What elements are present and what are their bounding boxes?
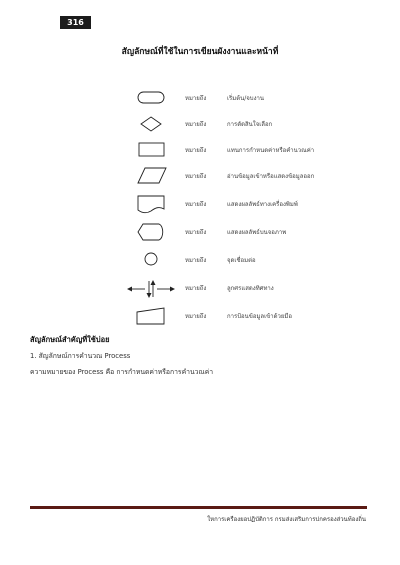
symbol-meaning-label: หมายถึง [185, 285, 207, 292]
page-title: สัญลักษณ์ที่ใช้ในการเขียนผังงานและหน้าที่ [121, 47, 279, 57]
symbol-description: แสดงผลลัพธ์ทางเครื่องพิมพ์ [227, 201, 298, 208]
symbol-row-flow-arrows [0, 278, 400, 298]
page-number: 316 [60, 16, 91, 29]
body-text: ความหมายของ Process คือ การกำหนดค่าหรือการคำนวณค่า [30, 368, 214, 376]
display-icon [120, 222, 180, 242]
symbol-meaning-label: หมายถึง [185, 229, 207, 236]
input-output-icon [120, 166, 180, 186]
symbol-meaning-label: หมายถึง [185, 147, 207, 154]
symbol-row-connector [0, 250, 400, 270]
symbol-description: การป้อนข้อมูลเข้าด้วยมือ [227, 313, 292, 320]
symbol-description: แทนการกำหนดค่าหรือคำนวณค่า [227, 147, 315, 154]
footer-text: ใหการเครืองยอปฏิบัติการ กรมส่งเสริมการปกครองส่วนท้องถิ่น [207, 516, 366, 523]
symbol-row-decision [0, 114, 400, 134]
manual-input-icon [120, 306, 180, 326]
document-icon [120, 194, 180, 214]
section-heading: สัญลักษณ์สำคัญที่ใช้บ่อย [30, 335, 110, 344]
symbol-description: เริ่มต้น/จบงาน [227, 95, 264, 102]
symbol-row-display [0, 222, 400, 242]
footer-rule [30, 506, 367, 509]
symbol-meaning-label: หมายถึง [185, 95, 207, 102]
symbol-meaning-label: หมายถึง [185, 201, 207, 208]
connector-icon [120, 250, 180, 270]
flow-arrows-icon [120, 278, 180, 298]
list-item: 1. สัญลักษณ์การคำนวณ Process [30, 352, 131, 360]
symbol-meaning-label: หมายถึง [185, 121, 207, 128]
symbol-description: การตัดสินใจเลือก [227, 121, 273, 128]
symbol-meaning-label: หมายถึง [185, 173, 207, 180]
decision-icon [120, 114, 180, 134]
symbol-description: แสดงผลลัพธ์บนจอภาพ [227, 229, 287, 236]
symbol-row-manual-input [0, 306, 400, 326]
symbol-meaning-label: หมายถึง [185, 313, 207, 320]
symbol-row-input-output [0, 166, 400, 186]
symbol-description: อ่านข้อมูลเข้าหรือแสดงข้อมูลออก [227, 173, 315, 180]
terminator-icon [120, 88, 180, 108]
symbol-description: จุดเชื่อมต่อ [227, 257, 256, 264]
symbol-row-document [0, 194, 400, 214]
symbol-meaning-label: หมายถึง [185, 257, 207, 264]
process-icon [120, 140, 180, 160]
symbol-description: ลูกศรแสดงทิศทาง [227, 285, 274, 292]
symbol-row-terminator [0, 88, 400, 108]
symbol-row-process [0, 140, 400, 160]
